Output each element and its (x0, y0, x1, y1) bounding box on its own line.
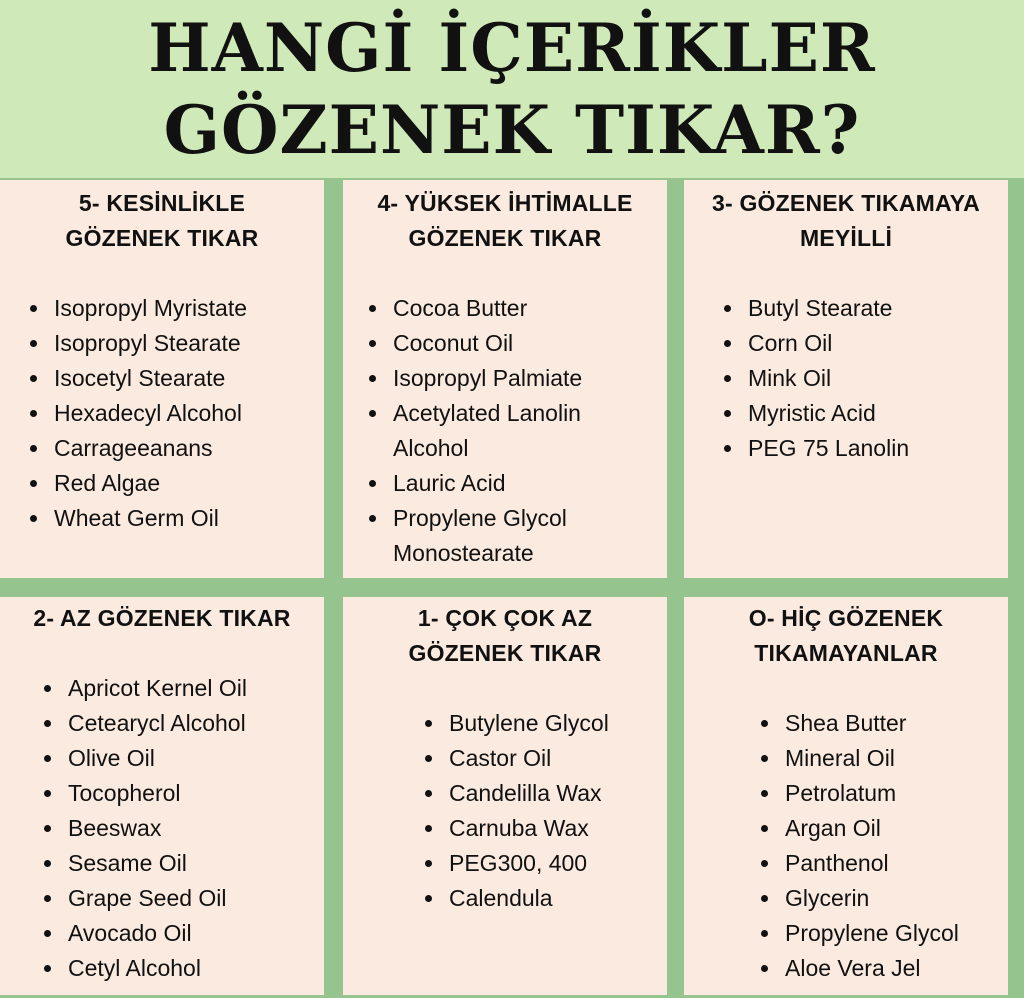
list-item-line: Propylene Glycol (393, 505, 567, 531)
card-heading (0, 180, 324, 256)
list-item: Wheat Germ Oil (30, 501, 247, 536)
card-heading (343, 597, 667, 671)
list-item: Castor Oil (425, 741, 609, 776)
card-heading-line: 1- ÇOK ÇOK AZ (417, 605, 593, 631)
list-item: Cetyl Alcohol (44, 951, 247, 986)
card-heading (684, 180, 1008, 256)
card-heading (343, 180, 667, 256)
list-item: Beeswax (44, 811, 247, 846)
card-heading-line: 5- KESİNLİKLE (78, 190, 246, 216)
list-item-line: Acetylated Lanolin (393, 400, 581, 426)
list-item: Propylene Glycol (761, 916, 959, 951)
category-card-2 (0, 597, 324, 995)
list-item (369, 501, 582, 571)
list-item: Mineral Oil (761, 741, 959, 776)
card-heading-line: TIKAMAYANLAR (754, 640, 938, 666)
list-item: Myristic Acid (724, 396, 909, 431)
category-card-3 (684, 180, 1008, 578)
category-card-0 (684, 597, 1008, 995)
list-item: Candelilla Wax (425, 776, 609, 811)
header-banner (0, 0, 1024, 178)
list-item: Cocoa Butter (369, 291, 582, 326)
list-item: Coconut Oil (369, 326, 582, 361)
list-item: Hexadecyl Alcohol (30, 396, 247, 431)
card-heading-line: MEYİLLİ (799, 225, 893, 251)
list-item-line: Alcohol (393, 435, 469, 461)
card-heading (684, 597, 1008, 671)
list-item: Argan Oil (761, 811, 959, 846)
list-item: Glycerin (761, 881, 959, 916)
card-heading-line: GÖZENEK TIKAR (408, 225, 602, 251)
list-item: Isocetyl Stearate (30, 361, 247, 396)
page-title-line-1: HANGİ İÇERİKLER (148, 9, 876, 87)
list-item: Calendula (425, 881, 609, 916)
list-item: Shea Butter (761, 706, 959, 741)
ingredient-list (724, 291, 909, 466)
list-item-line: Monostearate (393, 540, 534, 566)
list-item: Red Algae (30, 466, 247, 501)
category-card-5 (0, 180, 324, 578)
list-item: Olive Oil (44, 741, 247, 776)
list-item: Tocopherol (44, 776, 247, 811)
list-item: Carnuba Wax (425, 811, 609, 846)
category-card-1 (343, 597, 667, 995)
list-item: Avocado Oil (44, 916, 247, 951)
card-heading-line: 3- GÖZENEK TIKAMAYA (712, 190, 980, 216)
list-item: Mink Oil (724, 361, 909, 396)
card-heading-line: GÖZENEK TIKAR (65, 225, 259, 251)
list-item: Carrageeanans (30, 431, 247, 466)
ingredient-list (369, 291, 582, 571)
list-item: PEG300, 400 (425, 846, 609, 881)
card-heading-line: GÖZENEK TIKAR (408, 640, 602, 666)
list-item: Isopropyl Myristate (30, 291, 247, 326)
card-heading (0, 597, 324, 636)
list-item: Lauric Acid (369, 466, 582, 501)
list-item: Isopropyl Stearate (30, 326, 247, 361)
list-item (369, 396, 582, 466)
list-item: Apricot Kernel Oil (44, 671, 247, 706)
list-item: Panthenol (761, 846, 959, 881)
list-item: PEG 75 Lanolin (724, 431, 909, 466)
list-item: Butylene Glycol (425, 706, 609, 741)
card-heading-line: 2- AZ GÖZENEK TIKAR (33, 605, 291, 631)
list-item: Grape Seed Oil (44, 881, 247, 916)
page-title-line-2: GÖZENEK TIKAR? (163, 91, 861, 169)
list-item: Corn Oil (724, 326, 909, 361)
ingredient-list (30, 291, 247, 536)
list-item: Sesame Oil (44, 846, 247, 881)
category-card-4 (343, 180, 667, 578)
list-item: Petrolatum (761, 776, 959, 811)
list-item: Butyl Stearate (724, 291, 909, 326)
list-item: Aloe Vera Jel (761, 951, 959, 986)
ingredient-list (761, 706, 959, 986)
card-heading-line: O- HİÇ GÖZENEK (748, 605, 944, 631)
list-item: Cetearycl Alcohol (44, 706, 247, 741)
card-heading-line: 4- YÜKSEK İHTİMALLE (377, 190, 633, 216)
ingredient-list (425, 706, 609, 916)
ingredient-list (44, 671, 247, 986)
list-item: Isopropyl Palmiate (369, 361, 582, 396)
